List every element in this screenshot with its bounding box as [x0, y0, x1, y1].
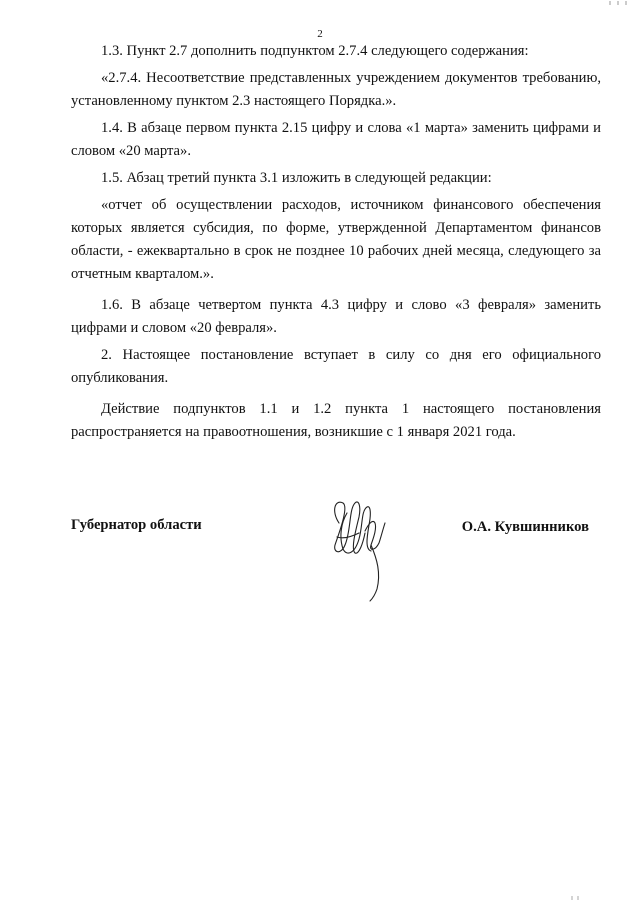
signatory-position: Губернатор области [71, 517, 202, 533]
paragraph-effect: Действие подпунктов 1.1 и 1.2 пункта 1 настоящего постановления распространяется на правоотношения, возникшие с 1 января 2021 года. [71, 401, 601, 440]
bottom-scan-mark [570, 895, 586, 901]
paragraph-2: 2. Настоящее постановление вступает в силу со дня его официального опубликования. [71, 347, 601, 386]
handwritten-signature [325, 493, 395, 603]
paragraph-1-5: 1.5. Абзац третий пункта 3.1 изложить в следующей редакции: [101, 170, 492, 186]
paragraph-1-6: 1.6. В абзаце четвертом пункта 4.3 цифру и слово «3 февраля» заменить цифрами и словом «20 февраля». [71, 297, 601, 336]
paragraph-1-4: 1.4. В абзаце первом пункта 2.15 цифру и слова «1 марта» заменить цифрами и словом «20 марта». [71, 120, 601, 159]
paragraph-new-wording: «отчет об осуществлении расходов, источником финансового обеспечения которых является субсидия, по форме, утвержденной Департаментом финансов области, - ежеквартально в срок не позднее 10 рабочих дней месяца, следующего за отчетным кварталом.». [71, 197, 601, 282]
paragraph-2-7-4: «2.7.4. Несоответствие представленных учреждением документов требованию, установленному пунктом 2.3 настоящего Порядка.». [71, 70, 601, 109]
corner-scan-mark [608, 0, 632, 6]
signatory-name: О.А. Кувшинников [461, 519, 589, 535]
paragraph-1-3: 1.3. Пункт 2.7 дополнить подпунктом 2.7.4 следующего содержания: [101, 43, 529, 59]
document-body [71, 40, 601, 444]
page-number: 2 [317, 28, 323, 40]
